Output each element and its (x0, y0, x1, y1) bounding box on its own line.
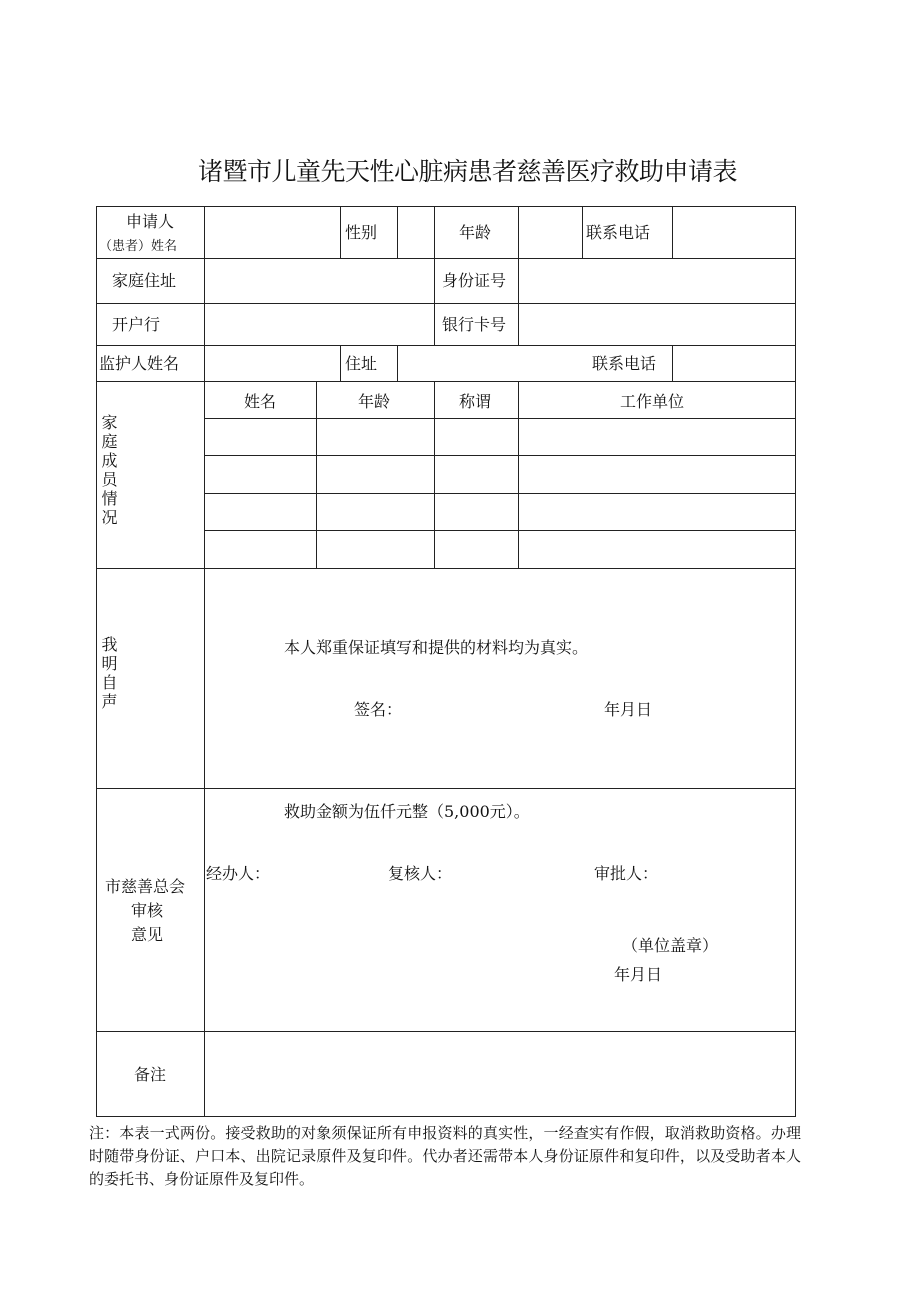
grid-line (672, 345, 673, 381)
family-header-workplace: 工作单位 (620, 392, 685, 411)
id-number-label: 身份证号 (442, 271, 507, 290)
family-header-relation: 称谓 (459, 392, 492, 411)
review-label-line1: 市慈善总会 (105, 877, 186, 896)
gender-label: 性别 (345, 223, 378, 242)
grid-line (795, 206, 796, 1117)
review-label-line2: 审核 (131, 901, 164, 920)
approver-label: 审批人： (594, 864, 659, 883)
declaration-statement: 本人郑重保证填写和提供的材料均为真实。 (284, 638, 589, 657)
grid-line (518, 206, 519, 258)
phone-label: 联系电话 (586, 223, 651, 242)
grid-line (434, 381, 435, 568)
grid-line (340, 345, 341, 381)
grid-line (96, 788, 796, 789)
footnote: 注：本表一式两份。接受救助的对象须保证所有申报资料的真实性，一经查实有作假，取消救助资格。办理时随带身份证、户口本、出院记录原件及复印件。代办者还需带本人身份证原件和复印件，以及受助者本人的委托书、身份证原件及复印件。 (89, 1124, 801, 1188)
declaration-section-label: 我明自声 (99, 636, 118, 712)
grid-line (96, 568, 796, 569)
grid-line (582, 206, 583, 258)
grid-line (96, 258, 796, 259)
signature-label: 签名： (354, 700, 403, 719)
remarks-label: 备注 (134, 1065, 167, 1084)
grid-line (397, 345, 398, 381)
grid-line (672, 206, 673, 258)
bank-label: 开户行 (112, 315, 161, 334)
grid-line (96, 1031, 796, 1032)
grid-line (434, 206, 435, 258)
grid-line (316, 381, 317, 568)
grid-line (397, 206, 398, 258)
grid-line (96, 303, 796, 304)
family-header-name: 姓名 (244, 392, 277, 411)
review-date: 年月日 (614, 965, 663, 984)
grid-line (204, 530, 796, 531)
unit-seal-label: （单位盖章） (622, 936, 719, 955)
bank-card-label: 银行卡号 (442, 315, 507, 334)
guardian-name-label: 监护人姓名 (99, 354, 180, 373)
grid-line (518, 258, 519, 345)
grid-line (204, 206, 205, 1117)
family-section-label: 家庭成员情况 (99, 414, 118, 528)
page-title: 诸暨市儿童先天性心脏病患者慈善医疗救助申请表 (198, 157, 738, 186)
aid-amount: 救助金额为伍仟元整（5,000元）。 (284, 802, 530, 821)
grid-line (518, 381, 519, 568)
home-address-label: 家庭住址 (112, 271, 177, 290)
grid-line (96, 345, 796, 346)
guardian-address-label: 住址 (345, 354, 378, 373)
declaration-date: 年月日 (604, 700, 653, 719)
grid-line (204, 418, 796, 419)
grid-line (434, 258, 435, 345)
family-header-age: 年龄 (358, 392, 391, 411)
checker-label: 复核人： (388, 864, 453, 883)
grid-line (204, 493, 796, 494)
grid-line (96, 381, 796, 382)
grid-line (96, 206, 97, 1117)
review-label-line3: 意见 (131, 925, 164, 944)
age-label: 年龄 (459, 223, 492, 242)
grid-line (96, 206, 796, 207)
grid-line (204, 455, 796, 456)
handler-label: 经办人： (206, 864, 271, 883)
grid-line (96, 1116, 796, 1117)
applicant-label: 申请人 (126, 212, 175, 231)
grid-line (340, 206, 341, 258)
applicant-name-label: （患者）姓名 (99, 239, 178, 254)
guardian-phone-label: 联系电话 (592, 354, 657, 373)
